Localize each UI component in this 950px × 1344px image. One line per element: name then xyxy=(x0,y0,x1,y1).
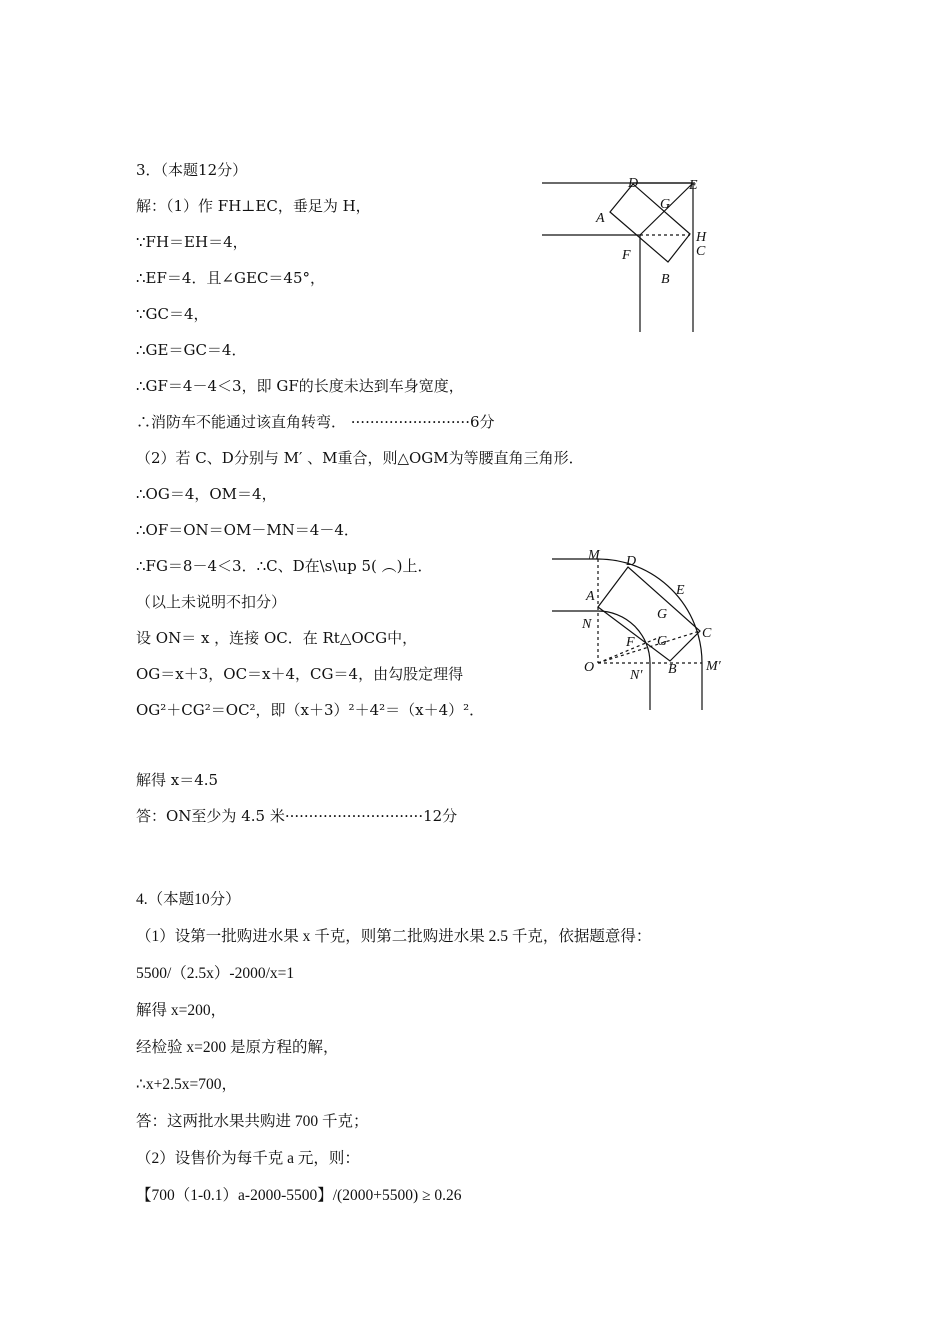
problem3-line: ∴GF＝4－4＜3，即 GF的长度未达到车身宽度， xyxy=(136,377,464,395)
problem3-line: （2）若 C、D分别与 M′ 、M重合，则△OGM为等腰直角三角形． xyxy=(136,449,584,467)
label-G: G xyxy=(657,607,668,622)
problem3-heading: 3．（本题12分） xyxy=(136,161,248,179)
label-G2: G xyxy=(657,634,668,649)
figure-curved-turn xyxy=(550,545,730,715)
label-F: F xyxy=(622,248,631,263)
label-A: A xyxy=(586,589,595,604)
problem3-line: 设 ON＝ x ，连接 OC．在 Rt△OCG中， xyxy=(136,629,418,647)
label-M: M xyxy=(588,548,600,563)
problem3-line: （以上未说明不扣分） xyxy=(136,593,287,611)
problem3-answer: 答：ON至少为 4.5 米·····························12分 xyxy=(136,807,458,825)
problem3-line: ∴OF＝ON＝OM－MN＝4－4． xyxy=(136,521,359,539)
label-D: D xyxy=(626,554,637,569)
label-M-prime: M′ xyxy=(706,659,721,674)
label-G: G xyxy=(660,197,671,212)
label-D: D xyxy=(628,176,639,191)
problem3-line: ∴OG＝4，OM＝4， xyxy=(136,485,277,503)
problem3-line: ∴FG＝8－4＜3．∴C、D在\s\up 5( ︵)上． xyxy=(136,557,433,575)
problem4-line: 【700（1-0.1）a-2000-5500】/(2000+5500) ≥ 0.26 xyxy=(136,1187,462,1204)
problem3-line: ∴消防车不能通过该直角转弯． ·························6分 xyxy=(136,413,495,431)
label-E: E xyxy=(689,178,698,193)
problem3-line: ∴EF＝4．且∠GEC＝45°， xyxy=(136,269,326,287)
label-C: C xyxy=(702,626,712,641)
problem4-heading: 4.（本题10分） xyxy=(136,891,241,908)
label-F: F xyxy=(626,635,635,650)
label-H: H xyxy=(696,230,707,245)
label-B: B xyxy=(661,272,670,287)
label-N: N xyxy=(582,617,592,632)
label-O: O xyxy=(584,660,595,675)
problem3-line: ∵FH＝EH＝4， xyxy=(136,233,248,251)
problem3-line: OG＝x＋3，OC＝x＋4，CG＝4，由勾股定理得 xyxy=(136,665,464,683)
problem3-line: ∵GC＝4， xyxy=(136,305,209,323)
problem4-line: （1）设第一批购进水果 x 千克，则第二批购进水果 2.5 千克，依据题意得： xyxy=(136,928,652,945)
problem3-line: ∴GE＝GC＝4． xyxy=(136,341,247,359)
label-E: E xyxy=(676,583,685,598)
problem4-line: （2）设售价为每千克 a 元，则： xyxy=(136,1150,360,1167)
problem4-line: 经检验 x=200 是原方程的解， xyxy=(136,1039,339,1056)
label-B: B xyxy=(668,662,677,677)
label-N-prime: N′ xyxy=(630,668,643,683)
problem4-line: 5500/（2.5x）-2000/x=1 xyxy=(136,965,295,982)
problem3-line: 解得 x＝4.5 xyxy=(136,771,219,789)
problem4-line: ∴x+2.5x=700， xyxy=(136,1076,237,1093)
label-A: A xyxy=(596,211,605,226)
problem4-line: 解得 x=200， xyxy=(136,1002,227,1019)
problem3-line: OG²＋CG²＝OC²，即（x＋3）²＋4²＝（x＋4）²． xyxy=(136,701,485,719)
figure-right-angle-turn xyxy=(540,172,720,337)
problem4-line: 答：这两批水果共购进 700 千克； xyxy=(136,1113,369,1130)
label-C: C xyxy=(696,244,706,259)
problem3-line: 解：（1）作 FH⊥EC，垂足为 H， xyxy=(136,197,371,215)
